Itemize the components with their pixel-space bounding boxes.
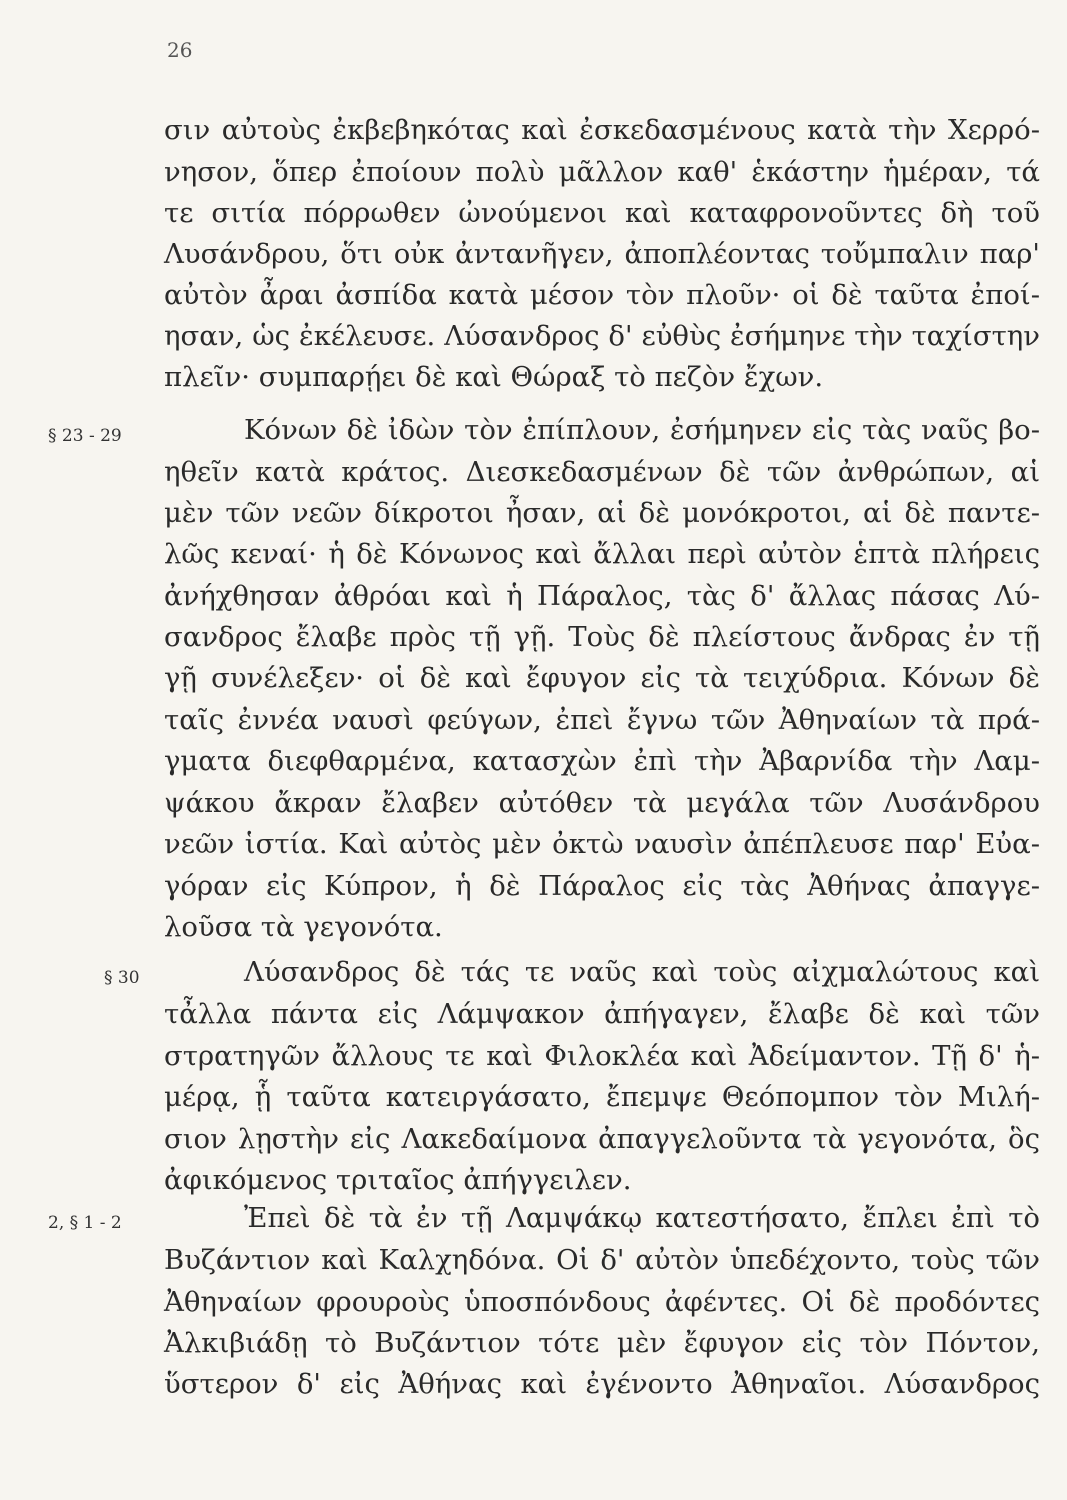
margin-note: § 30 [104, 968, 140, 988]
text-line: γματα διεφθαρμένα, κατασχὼν ἐπὶ τὴν Ἀβαρνίδα τὴν Λαμ- [164, 745, 1040, 777]
text-line: αὐτὸν ἆραι ἀσπίδα κατὰ μέσον τὸν πλοῦν· οἱ δὲ ταῦτα ἐποί- [164, 279, 1040, 311]
text-line: ταῖς ἐννέα ναυσὶ φεύγων, ἐπεὶ ἔγνω τῶν Ἀθηναίων τὰ πρά- [164, 704, 1040, 736]
text-line: τἆλλα πάντα εἰς Λάμψακον ἀπήγαγεν, ἔλαβε δὲ καὶ τῶν [164, 998, 1040, 1030]
text-line: γῇ συνέλεξεν· οἱ δὲ καὶ ἔφυγον εἰς τὰ τειχύδρια. Κόνων δὲ [164, 662, 1040, 694]
text-line: λοῦσα τὰ γεγονότα. [164, 911, 443, 943]
page-number: 26 [167, 38, 193, 62]
margin-note: 2, § 1 - 2 [48, 1213, 122, 1233]
text-line: σανδρος ἔλαβε πρὸς τῇ γῇ. Τοὺς δὲ πλείστους ἄνδρας ἐν τῇ [164, 621, 1040, 653]
text-line: ὕστερον δ' εἰς Ἀθήνας καὶ ἐγένοντο Ἀθηναῖοι. Λύσανδρος [164, 1368, 1040, 1400]
text-line: Κόνων δὲ ἰδὼν τὸν ἐπίπλουν, ἐσήμηνεν εἰς τὰς ναῦς βο- [244, 414, 1040, 446]
text-line: μὲν τῶν νεῶν δίκροτοι ἦσαν, αἱ δὲ μονόκροτοι, αἱ δὲ παντε- [164, 497, 1040, 529]
text-line: ψάκου ἄκραν ἔλαβεν αὐτόθεν τὰ μεγάλα τῶν Λυσάνδρου [164, 787, 1040, 819]
text-line: ἀφικόμενος τριταῖος ἀπήγγειλεν. [164, 1164, 632, 1196]
text-line: Λύσανδρος δὲ τάς τε ναῦς καὶ τοὺς αἰχμαλώτους καὶ [244, 956, 1040, 988]
text-line: τε σιτία πόρρωθεν ὠνούμενοι καὶ καταφρονοῦντες δὴ τοῦ [164, 197, 1040, 229]
text-line: Ἀλκιβιάδῃ τὸ Βυζάντιον τότε μὲν ἔφυγον εἰς τὸν Πόντον, [164, 1327, 1040, 1359]
text-line: σιον λῃστὴν εἰς Λακεδαίμονα ἀπαγγελοῦντα τὰ γεγονότα, ὃς [164, 1123, 1040, 1155]
margin-note: § 23 - 29 [48, 426, 122, 446]
text-line: νεῶν ἱστία. Καὶ αὐτὸς μὲν ὀκτὼ ναυσὶν ἀπέπλευσε παρ' Εὐα- [164, 828, 1040, 860]
text-line: Βυζάντιον καὶ Καλχηδόνα. Οἱ δ' αὐτὸν ὑπεδέχοντο, τοὺς τῶν [164, 1244, 1040, 1276]
text-line: ησαν, ὡς ἐκέλευσε. Λύσανδρος δ' εὐθὺς ἐσήμηνε τὴν ταχίστην [164, 320, 1040, 352]
text-line: Ἐπεὶ δὲ τὰ ἐν τῇ Λαμψάκῳ κατεστήσατο, ἔπλει ἐπὶ τὸ [244, 1202, 1040, 1234]
text-line: λῶς κεναί· ἡ δὲ Κόνωνος καὶ ἄλλαι περὶ αὐτὸν ἑπτὰ πλήρεις [164, 538, 1040, 570]
text-line: ηθεῖν κατὰ κράτος. Διεσκεδασμένων δὲ τῶν ἀνθρώπων, αἱ [164, 456, 1040, 488]
text-line: μέρᾳ, ᾗ ταῦτα κατειργάσατο, ἔπεμψε Θεόπομπον τὸν Μιλή- [164, 1081, 1040, 1113]
text-line: πλεῖν· συμπαρῄει δὲ καὶ Θώραξ τὸ πεζὸν ἔχων. [164, 361, 824, 393]
text-line: Ἀθηναίων φρουροὺς ὑποσπόνδους ἀφέντες. Οἱ δὲ προδόντες [164, 1286, 1040, 1318]
text-line: Λυσάνδρου, ὅτι οὐκ ἀντανῆγεν, ἀποπλέοντας τοὔμπαλιν παρ' [164, 238, 1040, 270]
text-line: στρατηγῶν ἄλλους τε καὶ Φιλοκλέα καὶ Ἀδείμαντον. Τῇ δ' ἡ- [164, 1040, 1040, 1072]
text-line: ἀνήχθησαν ἀθρόαι καὶ ἡ Πάραλος, τὰς δ' ἄλλας πάσας Λύ- [164, 580, 1040, 612]
text-line: σιν αὐτοὺς ἐκβεβηκότας καὶ ἐσκεδασμένους κατὰ τὴν Χερρό- [164, 114, 1040, 146]
text-line: γόραν εἰς Κύπρον, ἡ δὲ Πάραλος εἰς τὰς Ἀθήνας ἀπαγγε- [164, 870, 1040, 902]
text-line: νησον, ὅπερ ἐποίουν πολὺ μᾶλλον καθ' ἑκάστην ἡμέραν, τά [164, 156, 1040, 188]
